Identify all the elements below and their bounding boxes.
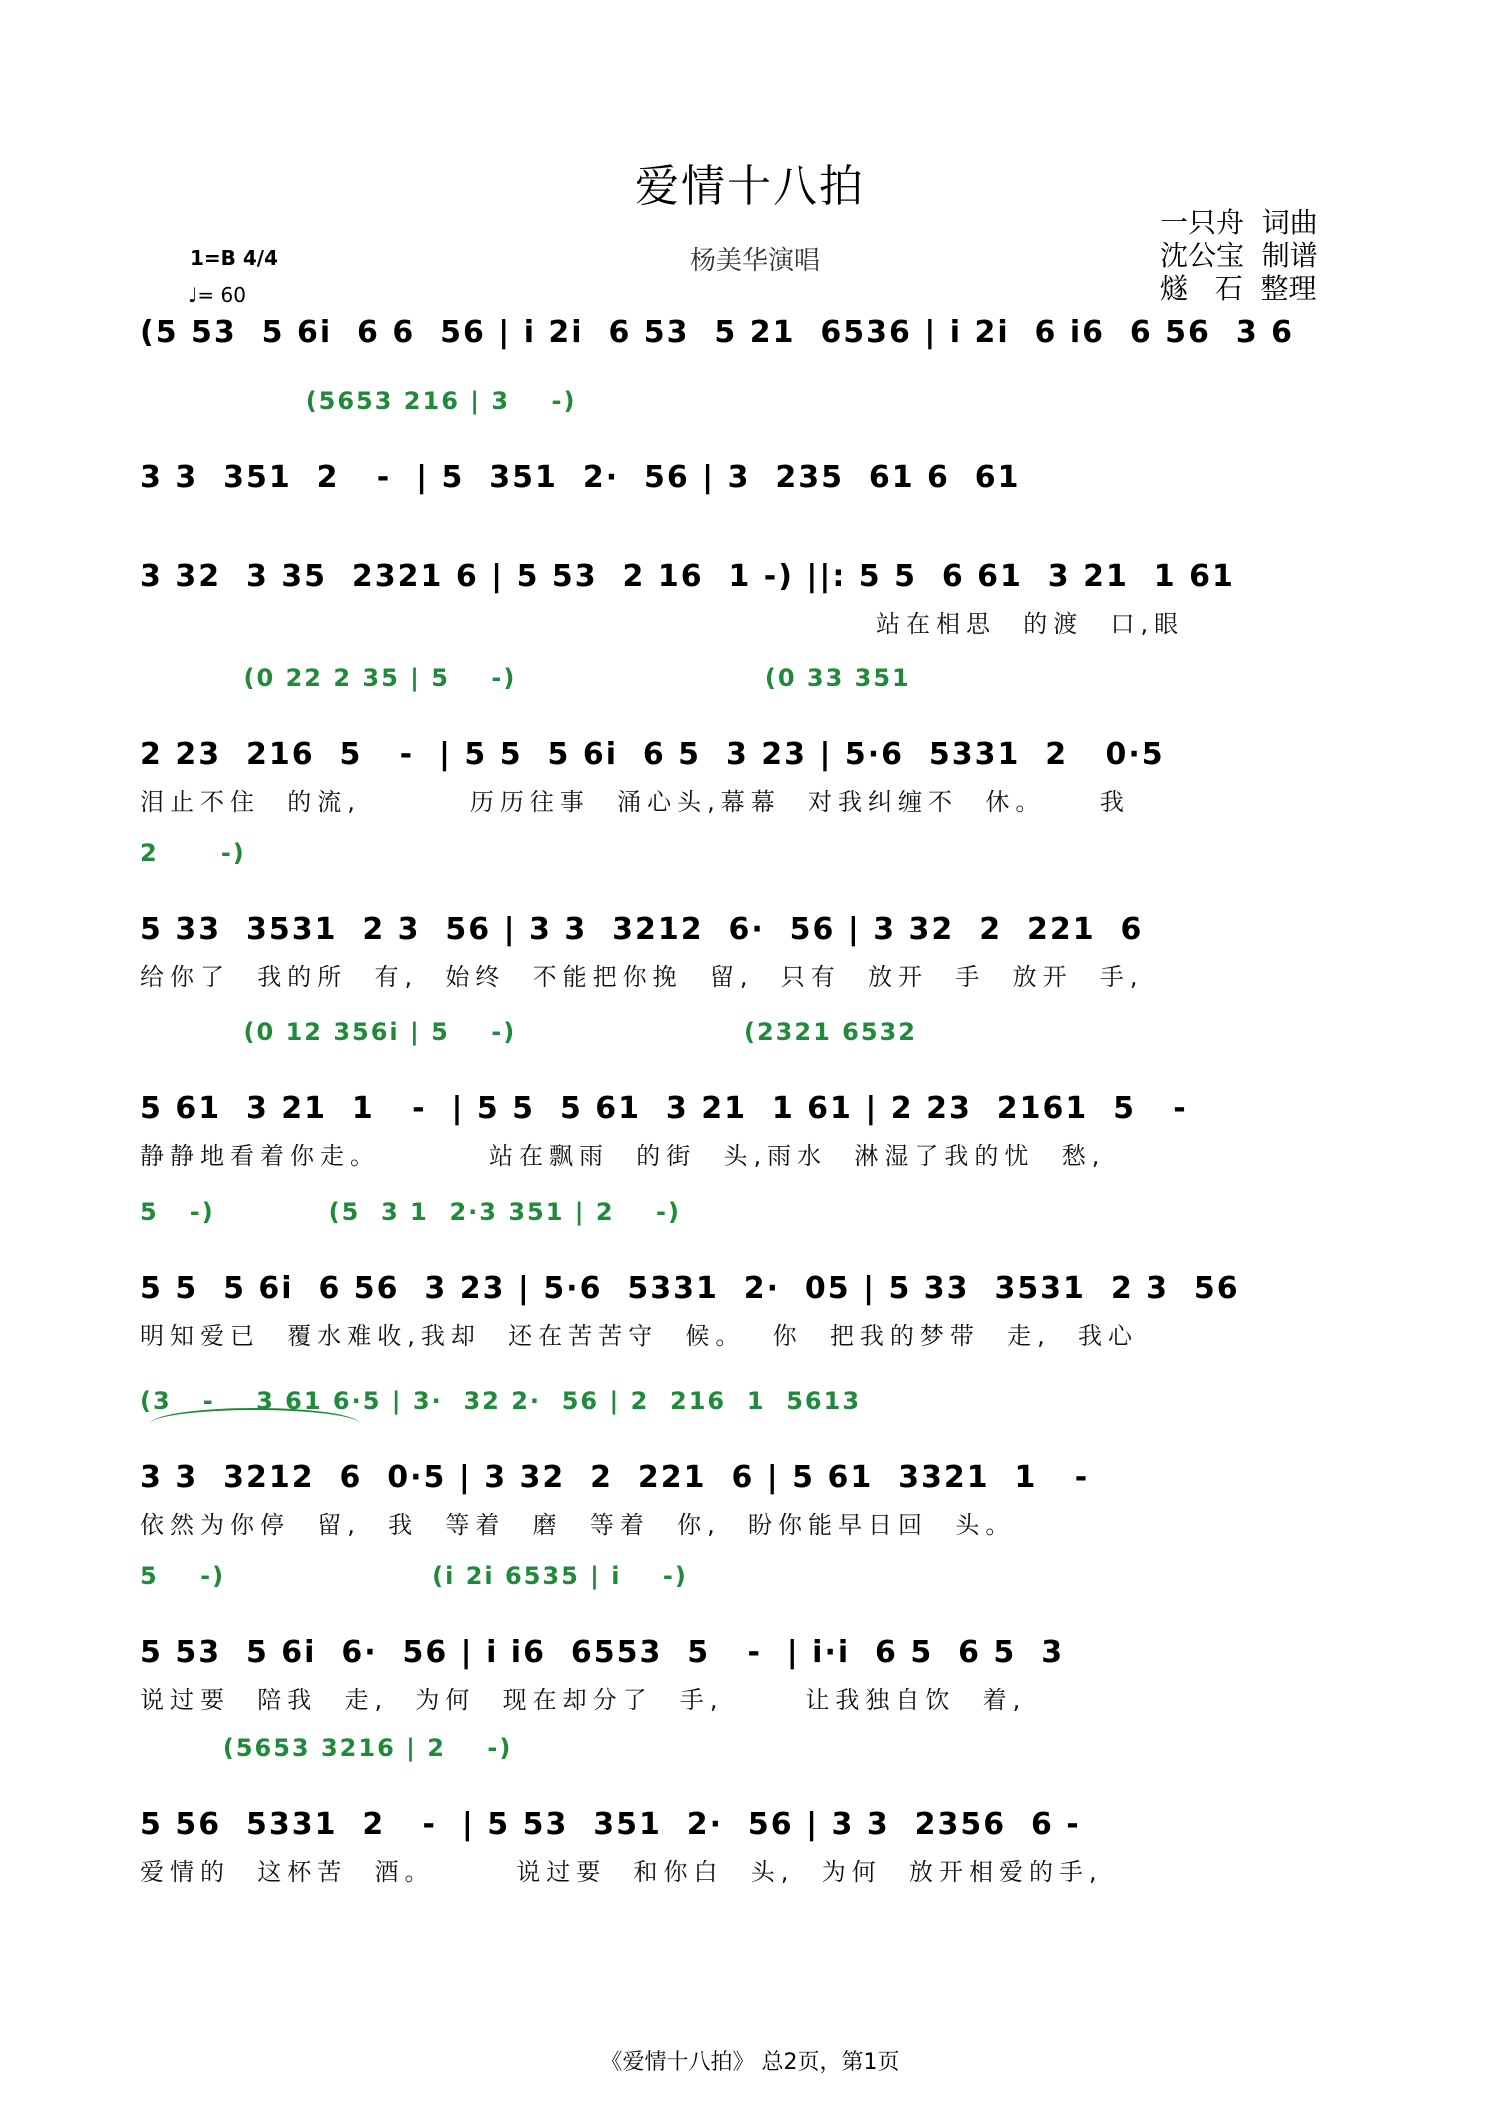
credit-lyrics-music: 一只舟 词曲 (1160, 206, 1318, 239)
author-credits (1160, 206, 1318, 305)
notation-line: 5 53 5 6i 6· 56 | i i6 6553 5 - | i·i 6 5 6 5 3 (140, 1635, 1065, 1670)
performer-credit: 杨美华演唱 (690, 246, 821, 276)
lyrics-line: 说过要 陪我 走, 为何 现在却分了 手, 让我独自饮 着, (140, 1686, 1027, 1714)
accompaniment-line: (0 22 2 35 | 5 -) (0 33 351 (140, 664, 911, 692)
tempo-marking: ♩= 60 (188, 283, 246, 307)
notation-line: 3 3 3212 6 0·5 | 3 32 2 221 6 | 5 61 3321 1 - (140, 1460, 1090, 1495)
notation-line: (5 53 5 6i 6 6 56 | i 2i 6 53 5 21 6536 | i 2i 6 i6 6 56 3 6 (140, 315, 1295, 350)
notation-line: 2 23 216 5 - | 5 5 5 6i 6 5 3 23 | 5·6 5331 2 0·5 (140, 737, 1165, 772)
credit-arranger: 燧 石 整理 (1160, 272, 1317, 305)
notation-line: 3 3 351 2 - | 5 351 2· 56 | 3 235 61 6 61 (140, 460, 1021, 495)
notation-line: 5 33 3531 2 3 56 | 3 3 3212 6· 56 | 3 32 2 221 6 (140, 912, 1144, 947)
notation-line: 5 5 5 6i 6 56 3 23 | 5·6 5331 2· 05 | 5 33 3531 2 3 56 (140, 1271, 1240, 1306)
page-footer: 《爱情十八拍》 总2页，第1页 (600, 2050, 900, 2075)
accompaniment-line: 5 -) (5 3 1 2·3 351 | 2 -) (140, 1198, 681, 1226)
lyrics-line: 静静地看着你走。 站在飘雨 的街 头,雨水 淋湿了我的忧 愁, (140, 1142, 1106, 1170)
page-title: 爱情十八拍 (635, 161, 865, 212)
notation-line: 5 61 3 21 1 - | 5 5 5 61 3 21 1 61 | 2 23 2161 5 - (140, 1091, 1188, 1126)
key-signature: 1=B 4/4 (190, 246, 279, 270)
lyrics-line: 泪止不住 的流, 历历往事 涌心头,幕幕 对我纠缠不 休。 我 (140, 788, 1130, 816)
lyrics-line: 依然为你停 留, 我 等着 磨 等着 你, 盼你能早日回 头。 (140, 1511, 1016, 1539)
accompaniment-line: 2 -) (140, 839, 246, 867)
lyrics-line: 明知爱已 覆水难收,我却 还在苦苦守 候。 你 把我的梦带 走, 我心 (140, 1322, 1139, 1350)
lyrics-line: 给你了 我的所 有, 始终 不能把你挽 留, 只有 放开 手 放开 手, (140, 963, 1144, 991)
notation-line: 5 56 5331 2 - | 5 53 351 2· 56 | 3 3 2356 6 - (140, 1807, 1081, 1842)
phrase-slur (150, 1408, 360, 1440)
notation-line: 3 32 3 35 2321 6 | 5 53 2 16 1 -) ||: 5 5 6 61 3 21 1 61 (140, 559, 1235, 594)
lyrics-line: 站在相思 的渡 口,眼 (140, 610, 1185, 638)
accompaniment-line: (5653 216 | 3 -) (140, 387, 577, 415)
accompaniment-line: (5653 3216 | 2 -) (140, 1734, 513, 1762)
lyrics-line: 爱情的 这杯苦 酒。 说过要 和你白 头, 为何 放开相爱的手, (140, 1858, 1103, 1886)
credit-notation: 沈公宝 制谱 (1160, 239, 1318, 272)
accompaniment-line: (0 12 356i | 5 -) (2321 6532 (140, 1018, 917, 1046)
accompaniment-line: (3 - 3 61 6·5 | 3· 32 2· 56 | 2 216 1 5613 (140, 1387, 862, 1415)
accompaniment-line: 5 -) (i 2i 6535 | i -) (140, 1562, 688, 1590)
